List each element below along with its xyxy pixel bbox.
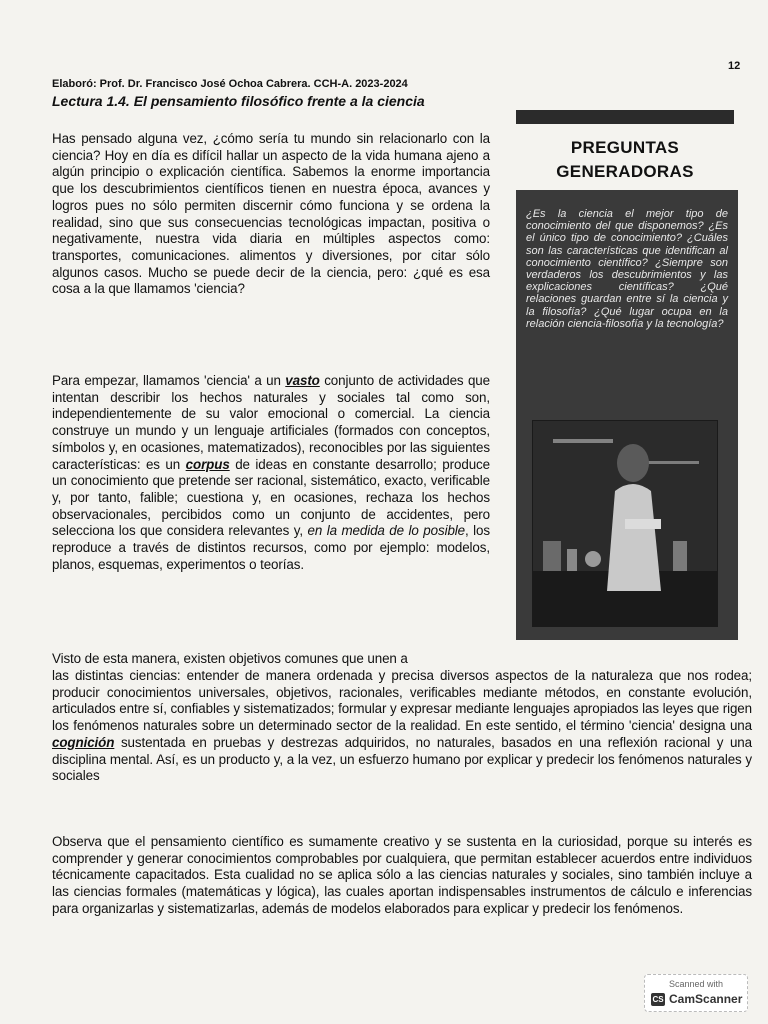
sidebar-title: PREGUNTAS GENERADORAS	[556, 138, 694, 181]
lecture-title: Lectura 1.4. El pensamiento filosófico frente a la ciencia	[52, 93, 425, 109]
paragraph-1: Has pensado alguna vez, ¿cómo sería tu mundo sin relacionarlo con la ciencia? Hoy en día es difícil hallar un aspecto de la vida humana ajeno a algún principio o explicación científica. Sabemos la enorme importancia que los descubrimientos científicos tienen en nuestra época, avances y logros pues no sólo permiten discernir cómo funciona y se ordena la realidad, sino que sus consecuencias tecnológicas impactan, positiva o negativamente, nuestra vida diaria en múltiples aspectos como: transportes, comunicaciones. alimentos y diversiones, por citar sólo algunos casos. Mucho se puede decir de la ciencia, pero: ¿qué es esa cosa a la que llamamos 'ciencia?	[52, 131, 490, 297]
term-cognicion: cognición	[52, 734, 115, 750]
paragraph-3-first-line: Visto de esta manera, existen objetivos comunes que unen a	[52, 651, 408, 666]
camscanner-logo-icon: CS	[652, 995, 664, 1004]
paragraph-3: las distintas ciencias: entender de manera ordenada y precisa diversos aspectos de la naturaleza que nos rodea; producir conocimientos universales, objetivos, racionales, verificables mediante métodos, en constante evolución, articulados entre sí, confiables y sistematizados; formular y expresar mediante lenguajes apropiados las leyes que rigen los fenómenos naturales sobre un determinado sector de la realidad. En este sentido, el término 'ciencia' designa una cognición sustentada en pruebas y destrezas adquiridos, no naturales, basados en una reflexión racional y una disciplina mental. Así, es un producto y, a la vez, un esfuerzo humano por explicar y predecir los fenómenos naturales y sociales	[52, 668, 752, 784]
camscanner-watermark: Scanned with CS CamScanner	[644, 974, 748, 1012]
term-corpus: corpus	[185, 456, 230, 472]
sidebar-top-bar	[516, 110, 734, 124]
generating-questions-text: ¿Es la ciencia el mejor tipo de conocimiento del que disponemos? ¿Es el único tipo de conocimiento? ¿Cuáles son las características que identifican al conocimiento científico? ¿Siempre son verdaderos los descubrimientos y las explicaciones científicas? ¿Qué relaciones guardan entre sí la ciencia y la filosofía? ¿Qué lugar ocupa en la relación ciencia-filosofía y la tecnología?	[526, 208, 728, 330]
paragraph-2: Para empezar, llamamos 'ciencia' a un vasto conjunto de actividades que intentan describir los hechos naturales y sociales tal como son, independientemente de su valor emocional o comercial. La ciencia construye un mundo y un lenguaje artificiales (formados con conceptos, símbolos y, en ocasiones, matematizados), reconocibles por las siguientes características: es un corpus de ideas en constante desarrollo; produce un conocimiento que pretende ser racional, sistemático, exacto, verificable y, por tanto, falible; cuestiona y, en ocasiones, rechaza los hechos observacionales, percibidos como un conjunto de accidentes, pero selecciona los que considera relevantes y, en la medida de lo posible, los reproduce a través de distintos recursos, como por ejemplo: modelos, planos, esquemas, experimentos o teorías.	[52, 373, 491, 572]
page-number: 12	[728, 60, 741, 72]
paragraph-4: Observa que el pensamiento científico es sumamente creativo y se sustenta en la curiosidad, porque su interés es comprender y generar conocimientos comprobables por cualquiera, que permitan establecer acuerdos entre individuos técnicamente capacitados. Esta cualidad no se aplica sólo a las ciencias naturales y sociales, sino también incluye a las ciencias formales (matemáticas y lógica), las cuales aportan indispensables instrumentos de cálculo e inferencias para organizarlas y sistematizarlas, además de modelos elaborados para explicar y predecir los fenómenos.	[52, 834, 752, 916]
term-vasto: vasto	[285, 373, 320, 388]
author-header: Elaboró: Prof. Dr. Francisco José Ochoa Cabrera. CCH-A. 2023-2024	[52, 78, 408, 90]
scientist-photo	[532, 420, 718, 627]
